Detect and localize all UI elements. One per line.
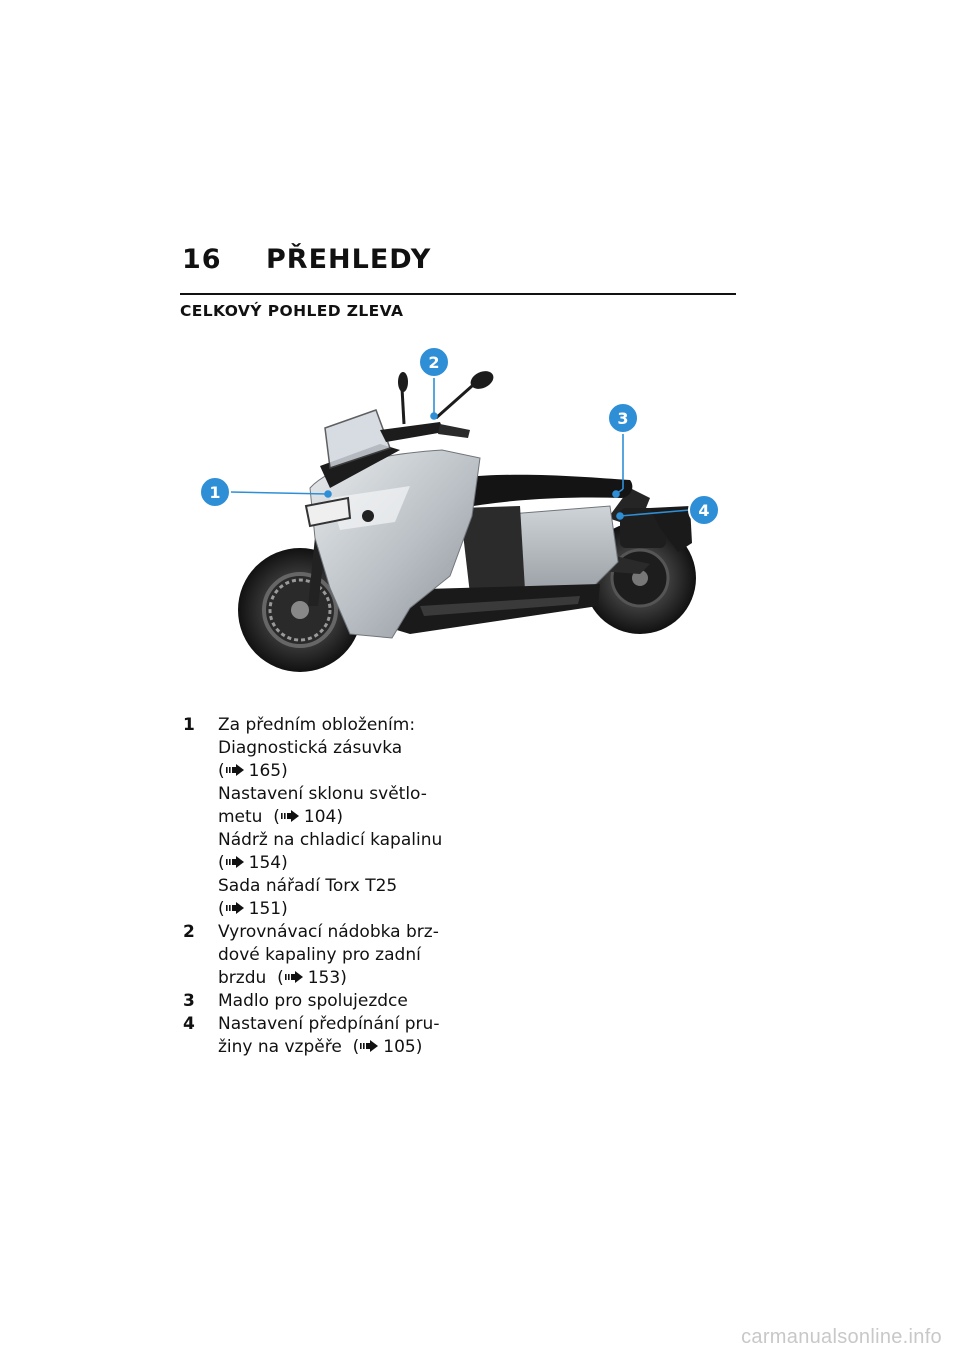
page-reference-arrow-icon: [359, 1040, 379, 1052]
legend-number: 1: [183, 715, 195, 735]
page-reference-arrow-icon: [280, 810, 300, 822]
page-reference-number: 153: [307, 968, 341, 988]
legend-number: 4: [183, 1014, 195, 1034]
svg-text:1: 1: [209, 483, 221, 502]
legend-item: [180, 1013, 480, 1059]
page-reference-arrow-icon: [225, 856, 245, 868]
legend-item: [180, 990, 480, 1013]
scooter-illustration: [180, 338, 736, 694]
legend-text-line: Diagnostická zásuvka: [218, 738, 403, 758]
legend-text-line: žiny na vzpěře ( 105): [218, 1037, 423, 1057]
legend-text-line: Madlo pro spolujezdce: [218, 991, 408, 1011]
page-reference-arrow-icon: [284, 971, 304, 983]
callout-2: [419, 347, 449, 377]
page-reference-number: 105: [383, 1037, 416, 1057]
legend-item: [180, 921, 480, 990]
legend-text-line: Za předním obložením:: [218, 715, 416, 735]
page-reference-link[interactable]: ( 153): [277, 968, 347, 988]
page-number: 16: [182, 244, 222, 275]
legend-ref-line: [218, 852, 480, 875]
legend-text-line: Sada nářadí Torx T25: [218, 876, 398, 896]
page-reference-arrow-icon: [225, 764, 245, 776]
legend-ref-line: [218, 760, 480, 783]
svg-text:2: 2: [428, 353, 440, 372]
legend-text-line: brzdu ( 153): [218, 968, 347, 988]
page-reference-link[interactable]: ( 151): [218, 899, 288, 919]
legend-text-line: Nádrž na chladicí kapalinu: [218, 830, 443, 850]
legend-number: 3: [183, 991, 195, 1011]
page-reference-link[interactable]: ( 165): [218, 761, 288, 781]
page-reference-number: 104: [303, 807, 337, 827]
callout-3: [608, 403, 638, 433]
page-reference-number: 165: [248, 761, 282, 781]
svg-text:3: 3: [617, 409, 629, 428]
legend-text-line: metu ( 104): [218, 807, 344, 827]
watermark-footer: carmanualsonline.info: [741, 1326, 942, 1348]
legend-text-line: Nastavení sklonu světlo-: [218, 784, 427, 804]
legend-ref-line: [218, 898, 480, 921]
legend-text-line: Vyrovnávací nádobka brz-: [218, 922, 439, 942]
parts-legend: [180, 714, 480, 1059]
callout-4: [689, 495, 719, 525]
section-title: CELKOVÝ POHLED ZLEVA: [180, 302, 404, 320]
scooter-drawing: [180, 338, 736, 694]
page-reference-link[interactable]: ( 104): [273, 807, 344, 827]
page-reference-number: 151: [248, 899, 282, 919]
page-reference-number: 154: [248, 853, 282, 873]
page-reference-arrow-icon: [225, 902, 245, 914]
page-reference-link[interactable]: ( 154): [218, 853, 288, 873]
legend-number: 2: [183, 922, 195, 942]
legend-text-line: Nastavení předpínání pru-: [218, 1014, 440, 1034]
legend-item: [180, 714, 480, 921]
chapter-title: PŘEHLEDY: [266, 244, 432, 275]
page-reference-link[interactable]: ( 105): [352, 1037, 423, 1057]
svg-text:4: 4: [698, 501, 710, 520]
callout-1: [200, 477, 230, 507]
header-rule: [180, 293, 736, 295]
legend-text-line: dové kapaliny pro zadní: [218, 945, 421, 965]
